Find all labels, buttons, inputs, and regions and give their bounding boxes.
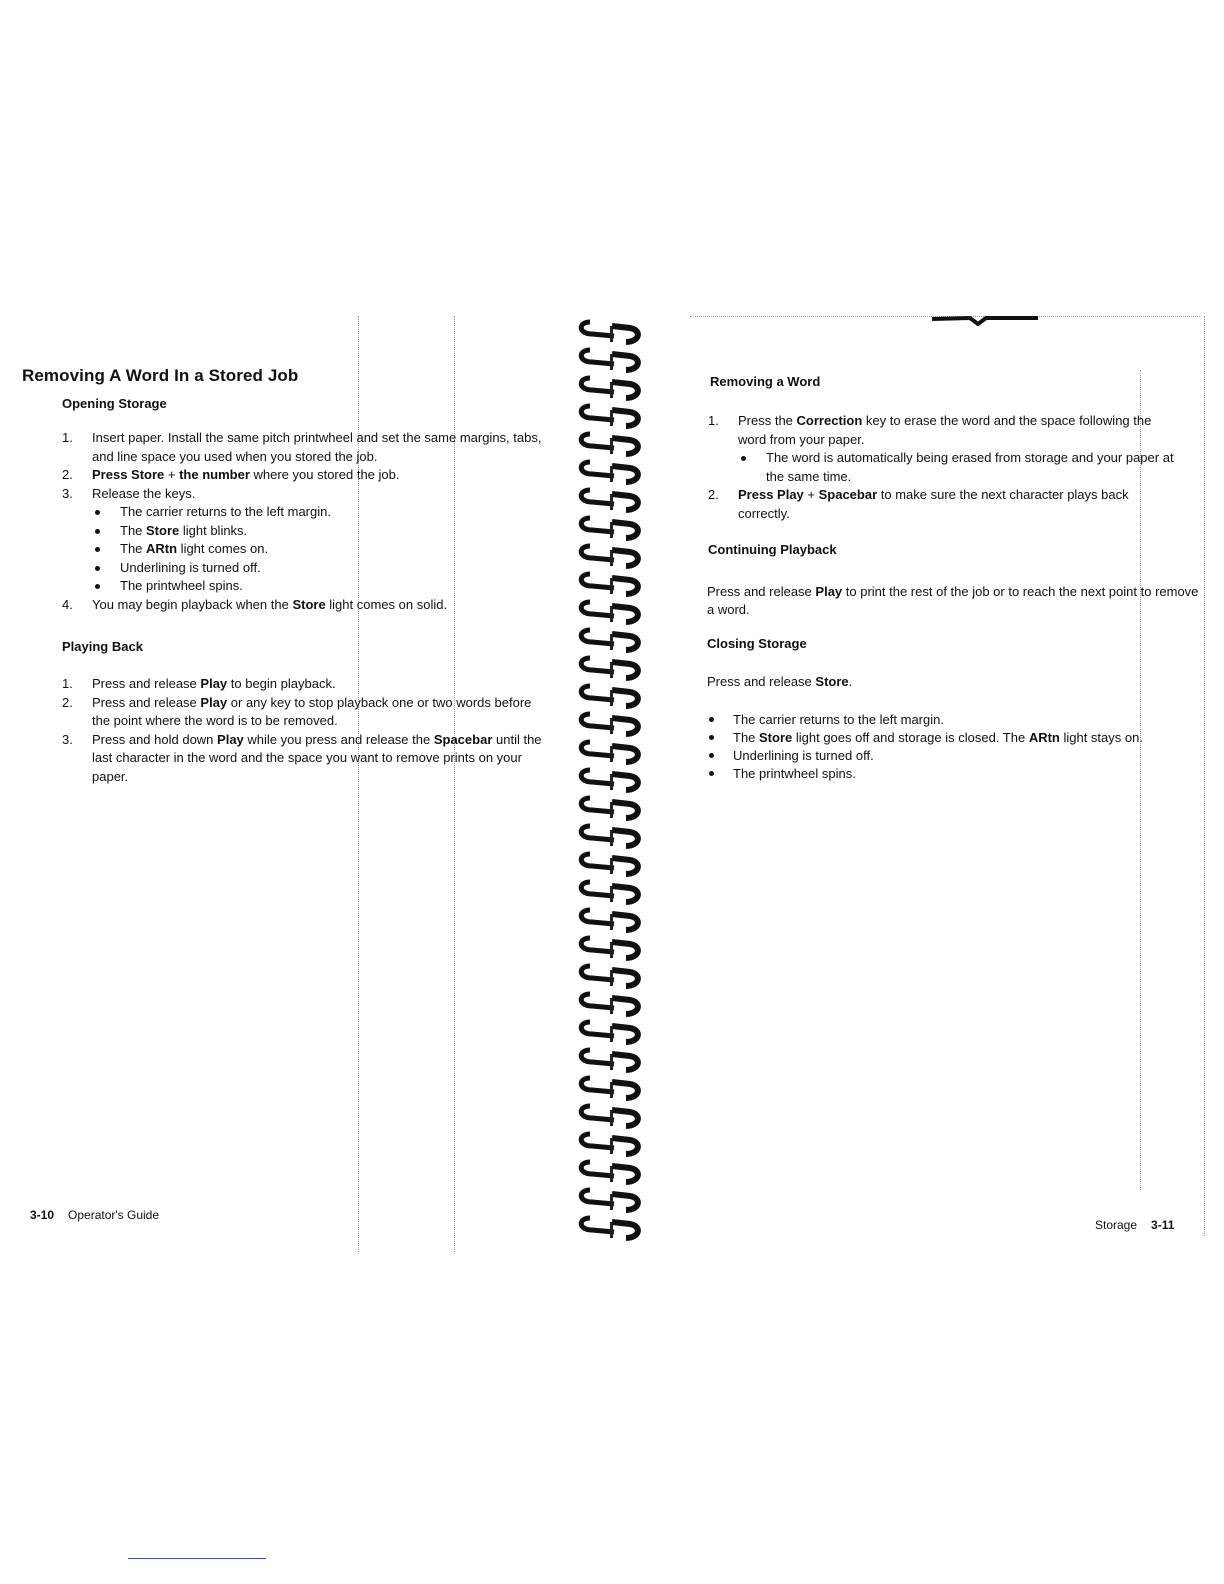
list-item: 2. Press Store + the number where you stored the job. — [62, 467, 400, 482]
list-item: 2. Press and release Play or any key to stop playback one or two words before the point where the word is to be removed. — [62, 694, 532, 728]
list-item: The printwheel spins. — [92, 577, 548, 596]
list-item: The printwheel spins. — [707, 765, 1177, 783]
left-page — [0, 0, 570, 1584]
spiral-coil — [581, 322, 638, 342]
spiral-coil — [581, 518, 638, 538]
list-item: 1. Press and release Play to begin playback. — [62, 676, 336, 691]
list-item: The ARtn light comes on. — [92, 540, 548, 559]
spiral-coil — [581, 910, 638, 930]
step-3-bullets — [92, 503, 548, 596]
list-item: 1. Insert paper. Install the same pitch printwheel and set the same margins, tabs, and line space you used when you stored the job. — [62, 430, 542, 464]
left-footer — [30, 1208, 159, 1222]
spiral-binding — [574, 312, 654, 1242]
list-item: The Store light goes off and storage is closed. The ARtn light stays on. — [707, 729, 1177, 747]
spiral-coil — [581, 574, 638, 594]
spiral-coil — [581, 490, 638, 510]
spiral-coil — [581, 1134, 638, 1154]
spiral-coil — [581, 882, 638, 902]
continuing-playback-heading: Continuing Playback — [708, 542, 837, 557]
footer-label: Operator's Guide — [68, 1208, 160, 1222]
spiral-coil — [581, 434, 638, 454]
opening-storage-heading: Opening Storage — [62, 396, 167, 411]
list-item: The carrier returns to the left margin. — [707, 711, 1177, 729]
spiral-coil — [581, 546, 638, 566]
playing-back-heading: Playing Back — [62, 639, 143, 654]
removing-word-steps — [708, 412, 1178, 523]
right-page — [690, 0, 1224, 1584]
spiral-coil — [581, 1050, 638, 1070]
spiral-coil — [581, 630, 638, 650]
spiral-coil — [581, 350, 638, 370]
list-item: The Store light blinks. — [92, 522, 548, 541]
list-item: 1. Press the Correction key to erase the word and the space following the word from your paper. The word is automatically being erased from storage and your paper at the same time. — [708, 412, 1178, 486]
spiral-coil — [581, 826, 638, 846]
spiral-coil — [581, 1106, 638, 1126]
spiral-coil — [581, 378, 638, 398]
list-item: Underlining is turned off. — [707, 747, 1177, 765]
list-item: The carrier returns to the left margin. — [92, 503, 548, 522]
page-number: 3-10 — [30, 1208, 55, 1222]
page-title: Removing A Word In a Stored Job — [22, 366, 299, 385]
spiral-coil — [581, 854, 638, 874]
spiral-coil — [581, 798, 638, 818]
opening-storage-steps — [62, 429, 548, 614]
spiral-coil — [581, 714, 638, 734]
spiral-coil — [581, 406, 638, 426]
list-item: 3. Release the keys. The carrier returns to the left margin. The Store light blinks. The ARtn light comes on. Underlining is turned off. The printwheel spins. — [62, 485, 548, 596]
spiral-coil — [581, 1218, 638, 1238]
closing-storage-heading: Closing Storage — [707, 636, 807, 651]
closing-storage-text: Press and release Store. — [707, 674, 853, 689]
list-item: 4. You may begin playback when the Store light comes on solid. — [62, 596, 448, 612]
list-item: Underlining is turned off. — [92, 559, 548, 578]
spiral-coil — [581, 966, 638, 986]
spiral-coil — [581, 462, 638, 482]
spiral-coil — [581, 1022, 638, 1042]
step-1-bullets — [738, 449, 1178, 486]
spiral-coil — [581, 658, 638, 678]
spiral-coil — [581, 1162, 638, 1182]
spiral-coil — [581, 742, 638, 762]
continuing-playback-text: Press and release Play to print the rest of the job or to reach the next point to remove a word. — [707, 584, 1199, 617]
spiral-coil — [581, 602, 638, 622]
spiral-coil — [581, 938, 638, 958]
closing-storage-bullets — [707, 711, 1177, 783]
spiral-coil — [581, 1190, 638, 1210]
list-item: 3. Press and hold down Play while you press and release the Spacebar until the last character in the word and the space you want to remove prints on your paper. — [62, 731, 542, 784]
removing-word-heading: Removing a Word — [710, 374, 821, 389]
spiral-coil — [581, 1078, 638, 1098]
playing-back-steps — [62, 675, 548, 786]
spiral-coil — [581, 994, 638, 1014]
spiral-coil — [581, 686, 638, 706]
right-footer — [1095, 1218, 1174, 1232]
footer-label: Storage — [1095, 1218, 1138, 1232]
spiral-coil — [581, 770, 638, 790]
page-number: 3-11 — [1151, 1218, 1175, 1232]
list-item: 2. Press Play + Spacebar to make sure the next character plays back correctly. — [708, 487, 1129, 521]
list-item: The word is automatically being erased from storage and your paper at the same time. — [738, 449, 1178, 486]
